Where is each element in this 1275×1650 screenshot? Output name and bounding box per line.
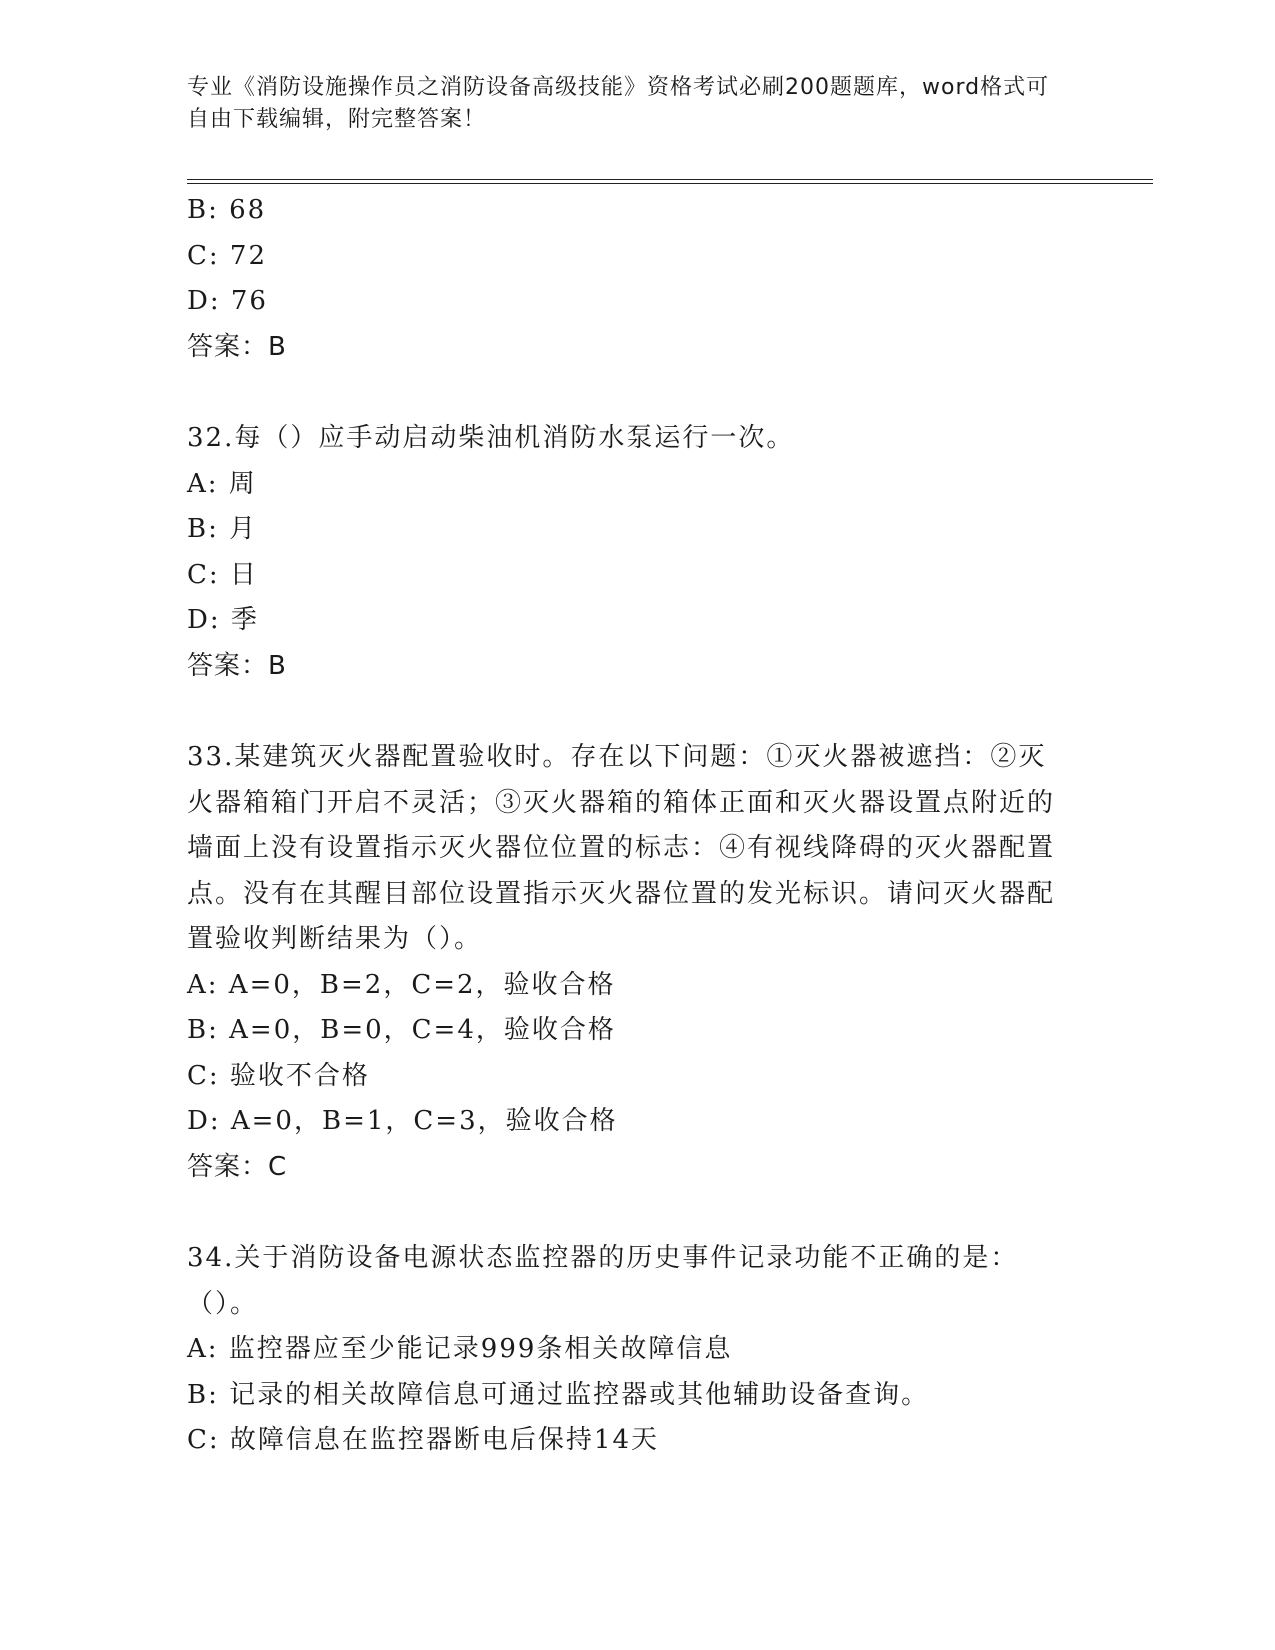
document-header: 专业《消防设施操作员之消防设备高级技能》资格考试必刷200题题库，word格式可自由下载编辑，附完整答案！ <box>187 75 1050 132</box>
option-a: A: A=0，B=2，C=2，验收合格 <box>187 969 616 1000</box>
option-c: C: 日 <box>187 559 258 590</box>
header-divider-bottom <box>187 183 1153 184</box>
option-b: B: A=0，B=0，C=4，验收合格 <box>187 1015 616 1045</box>
option-b: B: 68 <box>187 195 267 225</box>
question-34-stem: 34.关于消防设备电源状态监控器的历史事件记录功能不正确的是：（）。 <box>187 1243 1019 1319</box>
document-body <box>187 188 1067 1464</box>
option-d: D: 76 <box>187 286 268 316</box>
question-33-stem: 33.某建筑灭火器配置验收时。存在以下问题：①灭火器被遮挡：②灭火器箱箱门开启不灵活；③灭火器箱的箱体正面和灭火器设置点附近的墙面上没有设置指示灭火器位位置的标志：④有视线降碍的灭火器配置点。没有在其醒目部位设置指示灭火器位置的发光标识。请问灭火器配置验收判断结果为（）。 <box>187 742 1056 954</box>
header-divider-top <box>187 179 1153 180</box>
option-c: C: 72 <box>187 240 268 271</box>
option-a: A: 周 <box>187 468 257 499</box>
option-b: B: 月 <box>187 514 258 544</box>
option-b: B: 记录的相关故障信息可通过监控器或其他辅助设备查询。 <box>187 1379 930 1410</box>
question-32-stem: 32.每（）应手动启动柴油机消防水泵运行一次。 <box>187 423 795 453</box>
option-d: D: 季 <box>187 605 259 635</box>
answer-line: 答案：C <box>187 1151 288 1182</box>
option-d: D: A=0，B=1，C=3，验收合格 <box>187 1106 618 1136</box>
option-c: C: 故障信息在监控器断电后保持14天 <box>187 1425 660 1455</box>
option-a: A: 监控器应至少能记录999条相关故障信息 <box>187 1334 733 1364</box>
answer-line: 答案：B <box>187 331 287 362</box>
option-c: C: 验收不合格 <box>187 1060 370 1091</box>
answer-line: 答案：B <box>187 650 287 681</box>
